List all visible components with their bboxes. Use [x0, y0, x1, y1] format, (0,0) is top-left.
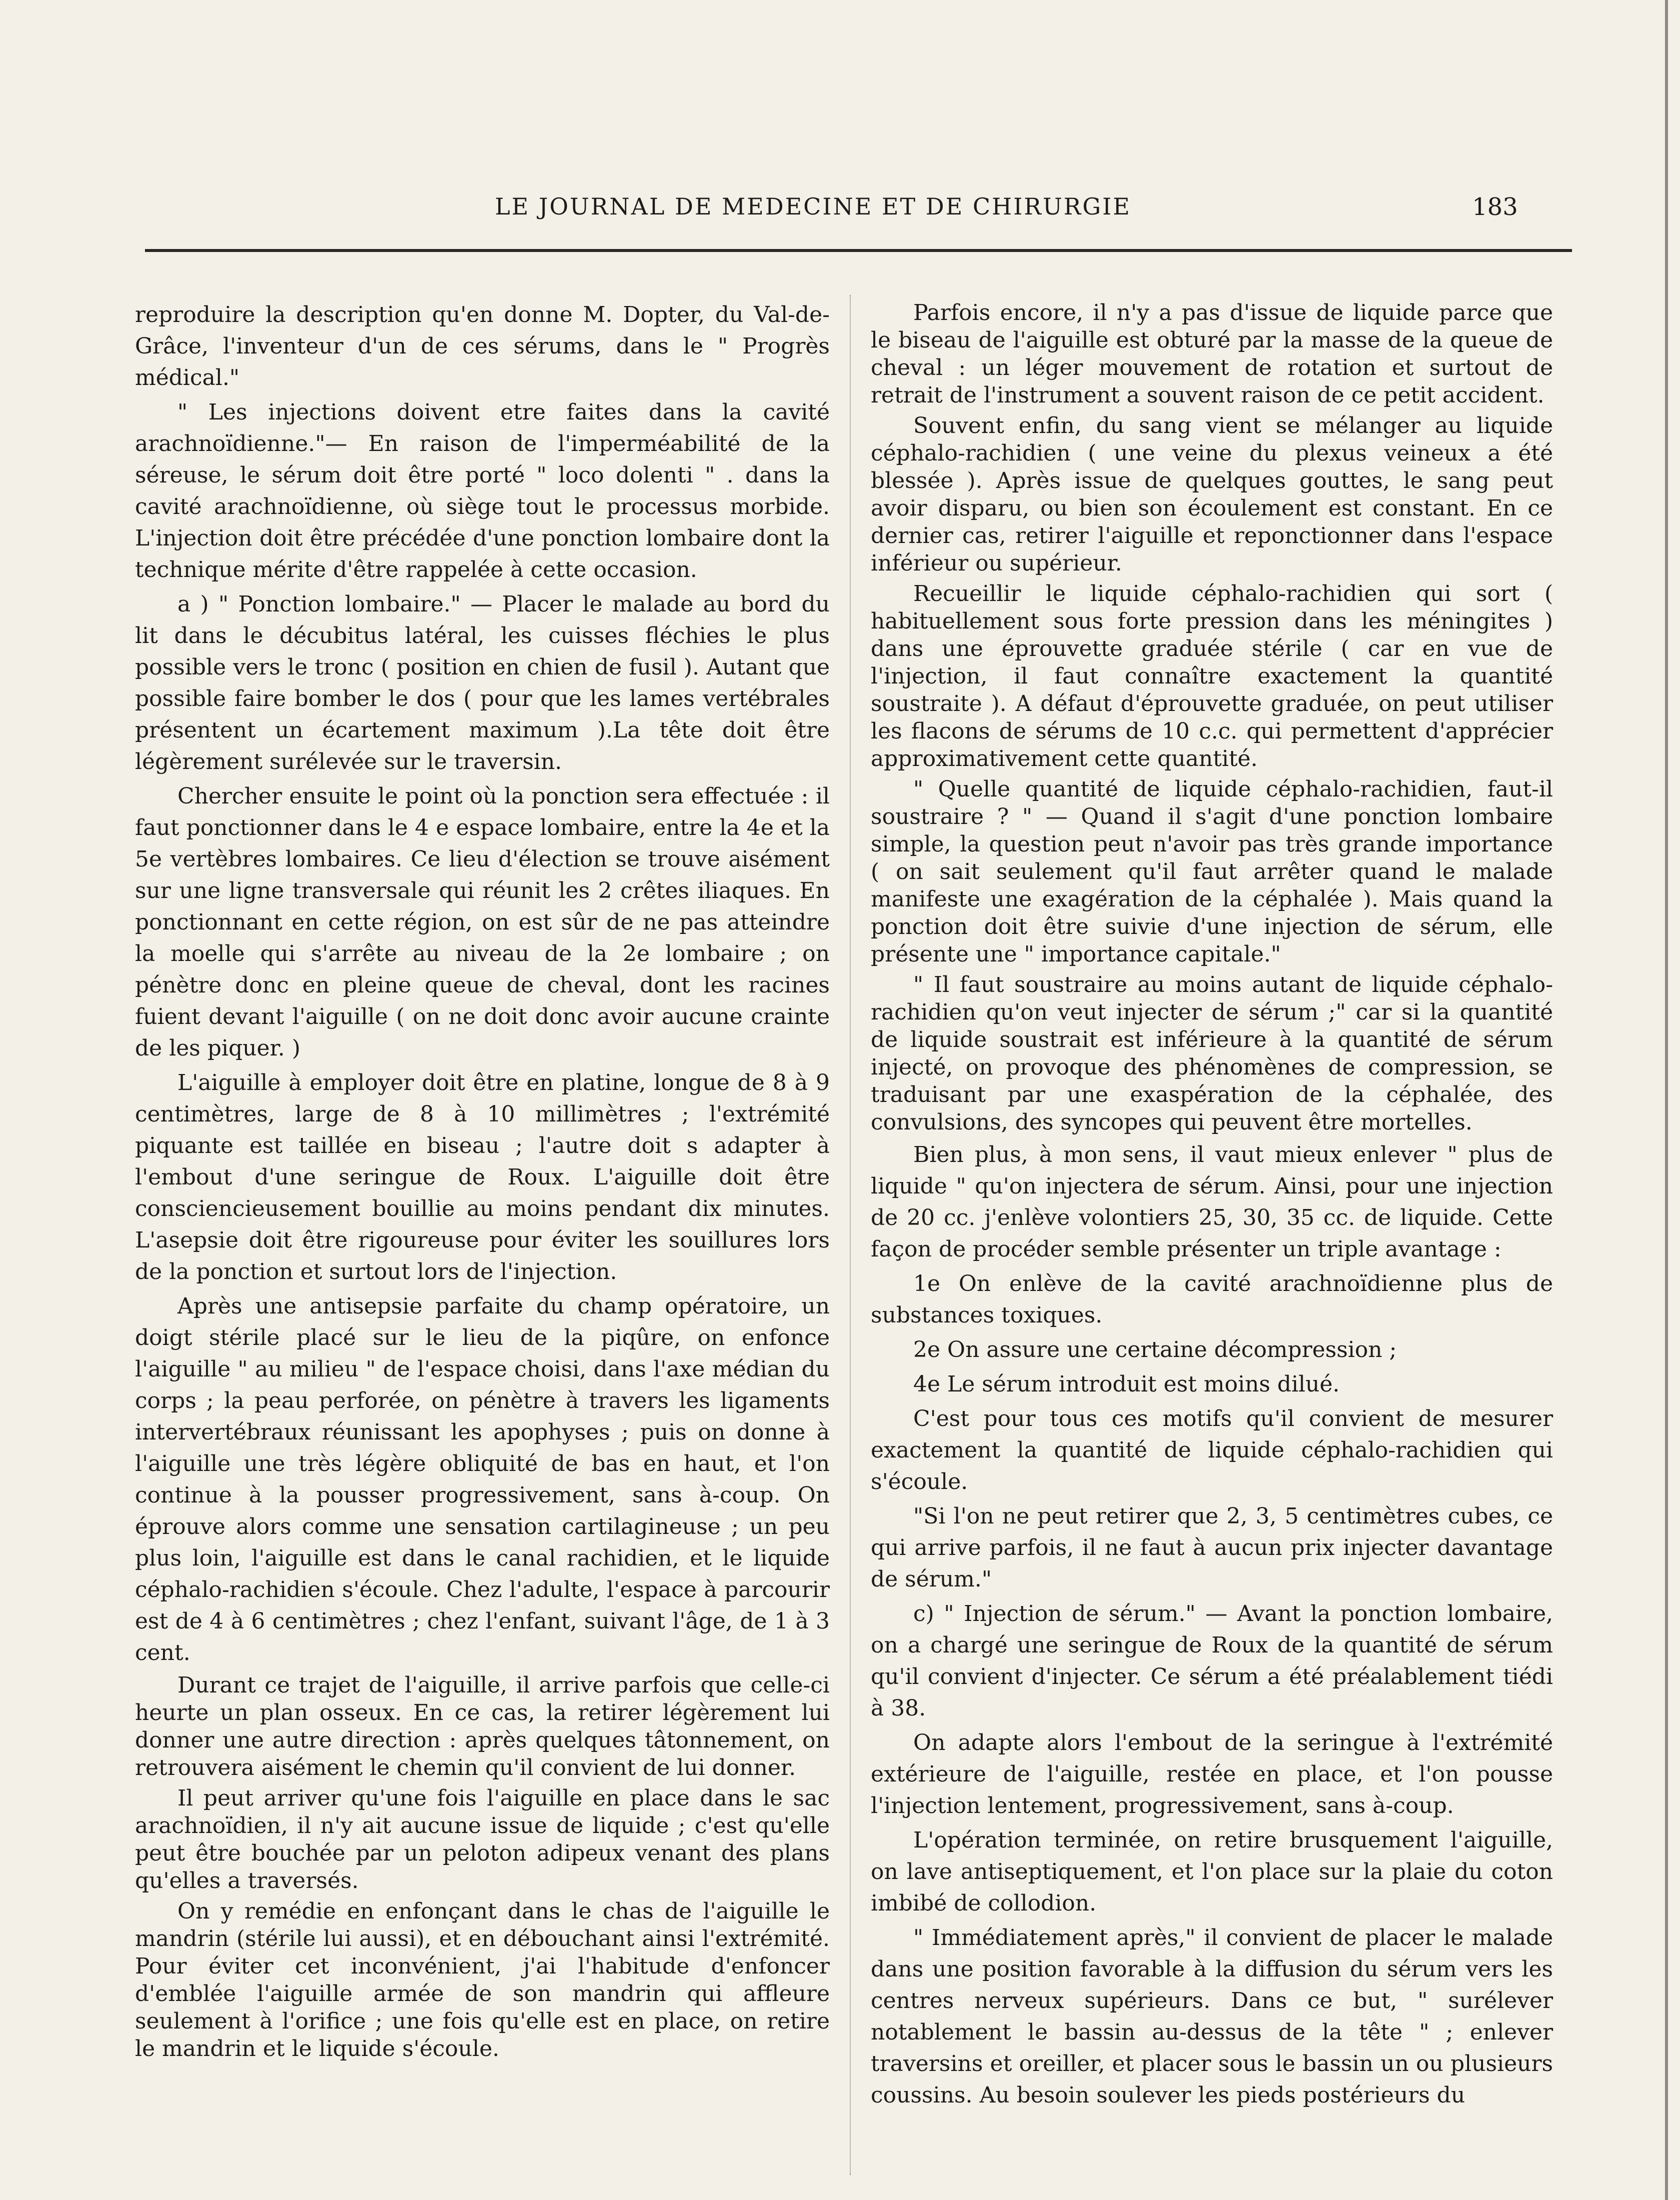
- paragraph: On y remédie en enfonçant dans le chas de l'aiguille le mandrin (stérile lui aussi), et en débouchant ainsi l'extrémité. Pour éviter cet inconvénient, j'ai l'habitude d'enfoncer d'emblée l'aiguille armée de son mandrin qui affleure seulement à l'orifice ; une fois qu'elle est en place, on retire le mandrin et le liquide s'écoule.: [135, 1898, 830, 2062]
- paragraph: 2e On assure une certaine décompression ;: [913, 1337, 1397, 1362]
- left-column: [135, 299, 830, 2066]
- paragraph: Souvent enfin, du sang vient se mélanger au liquide céphalo-rachidien ( une veine du plexus veineux a été blessée ). Après issue de quelques gouttes, le sang peut avoir disparu, ou bien son écoulement est constant. En ce dernier cas, retirer l'aiguille et reponctionner dans l'espace inférieur ou supérieur.: [871, 413, 1553, 576]
- page-number: 183: [1472, 193, 1518, 221]
- paragraph: Recueillir le liquide céphalo-rachidien qui sort ( habituellement sous forte pression dans les méningites ) dans une éprouvette graduée stérile ( car en vue de l'injection, il faut connaître exactement la quantité soustraite ). A défaut d'éprouvette graduée, on peut utiliser les flacons de sérums de 10 c.c. qui permettent d'apprécier approximativement cette quantité.: [871, 581, 1553, 772]
- column-divider: [850, 295, 851, 2175]
- paragraph: On adapte alors l'embout de la seringue à l'extrémité extérieure de l'aiguille, restée en place, et l'on pousse l'injection lentement, progressivement, sans à-coup.: [871, 1730, 1553, 1818]
- paragraph: reproduire la description qu'en donne M. Dopter, du Val-de-Grâce, l'inventeur d'un de ces sérums, dans le " Progrès médical.": [135, 302, 830, 390]
- paragraph: Il peut arriver qu'une fois l'aiguille en place dans le sac arachnoïdien, il n'y ait aucune issue de liquide ; c'est qu'elle peut être bouchée par un peloton adipeux venant des plans qu'elles a traversés.: [135, 1786, 830, 1894]
- paragraph: Bien plus, à mon sens, il vaut mieux enlever " plus de liquide " qu'on injectera de sérum. Ainsi, pour une injection de 20 cc. j'enlève volontiers 25, 30, 35 cc. de liquide. Cette façon de procéder semble présenter un triple avantage :: [871, 1142, 1553, 1262]
- page-edge: [1665, 0, 1668, 2200]
- paragraph: Après une antisepsie parfaite du champ opératoire, un doigt stérile placé sur le lieu de la piqûre, on enfonce l'aiguille " au milieu " de l'espace choisi, dans l'axe médian du corps ; la peau perforée, on pénètre à travers les ligaments intervertébraux réunissant les apophyses ; puis on donne à l'aiguille une très légère obliquité de bas en haut, et l'on continue à la pousser progressivement, sans à-coup. On éprouve alors comme une sensation cartilagineuse ; un peu plus loin, l'aiguille est dans le canal rachidien, et le liquide céphalo-rachidien s'écoule. Chez l'adulte, l'espace à parcourir est de 4 à 6 centimètres ; chez l'enfant, suivant l'âge, de 1 à 3 cent.: [135, 1294, 830, 1666]
- paragraph: "Si l'on ne peut retirer que 2, 3, 5 centimètres cubes, ce qui arrive parfois, il ne faut à aucun prix injecter davantage de sérum.": [871, 1504, 1553, 1592]
- paragraph: 1e On enlève de la cavité arachnoïdienne plus de substances toxiques.: [871, 1271, 1553, 1328]
- running-head: LE JOURNAL DE MEDECINE ET DE CHIRURGIE: [495, 193, 1131, 220]
- paragraph: 4e Le sérum introduit est moins dilué.: [913, 1372, 1340, 1397]
- right-column: [871, 299, 1553, 2114]
- header-rule: [145, 249, 1572, 252]
- paragraph: " Immédiatement après," il convient de placer le malade dans une position favorable à la diffusion du sérum vers les centres nerveux supérieurs. Dans ce but, " surélever notablement le bassin au-dessus de la tête " ; enlever traversins et oreiller, et placer sous le bassin un ou plusieurs coussins. Au besoin soulever les pieds postérieurs du: [871, 1925, 1553, 2108]
- paragraph: Durant ce trajet de l'aiguille, il arrive parfois que celle-ci heurte un plan osseux. En ce cas, la retirer légèrement lui donner une autre direction : après quelques tâtonnement, on retrouvera aisément le chemin qu'il convient de lui donner.: [135, 1672, 830, 1780]
- paragraph: c) " Injection de sérum." — Avant la ponction lombaire, on a chargé une seringue de Roux de la quantité de sérum qu'il convient d'injecter. Ce sérum a été préalablement tiédi à 38.: [871, 1601, 1553, 1721]
- paragraph: C'est pour tous ces motifs qu'il convient de mesurer exactement la quantité de liquide céphalo-rachidien qui s'écoule.: [871, 1406, 1553, 1494]
- paragraph: " Les injections doivent etre faites dans la cavité arachnoïdienne."— En raison de l'imperméabilité de la séreuse, le sérum doit être porté " loco dolenti " . dans la cavité arachnoïdienne, où siège tout le processus morbide. L'injection doit être précédée d'une ponction lombaire dont la technique mérite d'être rappelée à cette occasion.: [135, 400, 830, 582]
- paragraph: " Il faut soustraire au moins autant de liquide céphalo-rachidien qu'on veut injecter de sérum ;" car si la quantité de liquide soustrait est inférieure à la quantité de sérum injecté, on provoque des phénomènes de compression, se traduisant par une exaspération de la céphalée, des convulsions, des syncopes qui peuvent être mortelles.: [871, 972, 1553, 1135]
- paragraph: L'aiguille à employer doit être en platine, longue de 8 à 9 centimètres, large de 8 à 10 millimètres ; l'extrémité piquante est taillée en biseau ; l'autre doit s adapter à l'embout d'une seringue de Roux. L'aiguille doit être consciencieusement bouillie au moins pendant dix minutes. L'asepsie doit être rigoureuse pour éviter les souillures lors de la ponction et surtout lors de l'injection.: [135, 1070, 830, 1284]
- paragraph: " Quelle quantité de liquide céphalo-rachidien, faut-il soustraire ? " — Quand il s'agit d'une ponction lombaire simple, la question peut n'avoir pas très grande importance ( on sait seulement qu'il faut arrêter quand le malade manifeste une exagération de la céphalée ). Mais quand la ponction doit être suivie d'une injection de sérum, elle présente une " importance capitale.": [871, 776, 1553, 967]
- paragraph: a ) " Ponction lombaire." — Placer le malade au bord du lit dans le décubitus latéral, les cuisses fléchies le plus possible vers le tronc ( position en chien de fusil ). Autant que possible faire bomber le dos ( pour que les lames vertébrales présentent un écartement maximum ).La tête doit être légèrement surélevée sur le traversin.: [135, 592, 830, 774]
- paragraph: Parfois encore, il n'y a pas d'issue de liquide parce que le biseau de l'aiguille est obturé par la masse de la queue de cheval : un léger mouvement de rotation et surtout de retrait de l'instrument a souvent raison de ce petit accident.: [871, 300, 1553, 408]
- paragraph: Chercher ensuite le point où la ponction sera effectuée : il faut ponctionner dans le 4 e espace lombaire, entre la 4e et la 5e vertèbres lombaires. Ce lieu d'élection se trouve aisément sur une ligne transversale qui réunit les 2 crêtes iliaques. En ponctionnant en cette région, on est sûr de ne pas atteindre la moelle qui s'arrête au niveau de la 2e lombaire ; on pénètre donc en pleine queue de cheval, dont les racines fuient devant l'aiguille ( on ne doit donc avoir aucune crainte de les piquer. ): [135, 784, 830, 1061]
- paragraph: L'opération terminée, on retire brusquement l'aiguille, on lave antiseptiquement, et l'on place sur la plaie du coton imbibé de collodion.: [871, 1828, 1553, 1916]
